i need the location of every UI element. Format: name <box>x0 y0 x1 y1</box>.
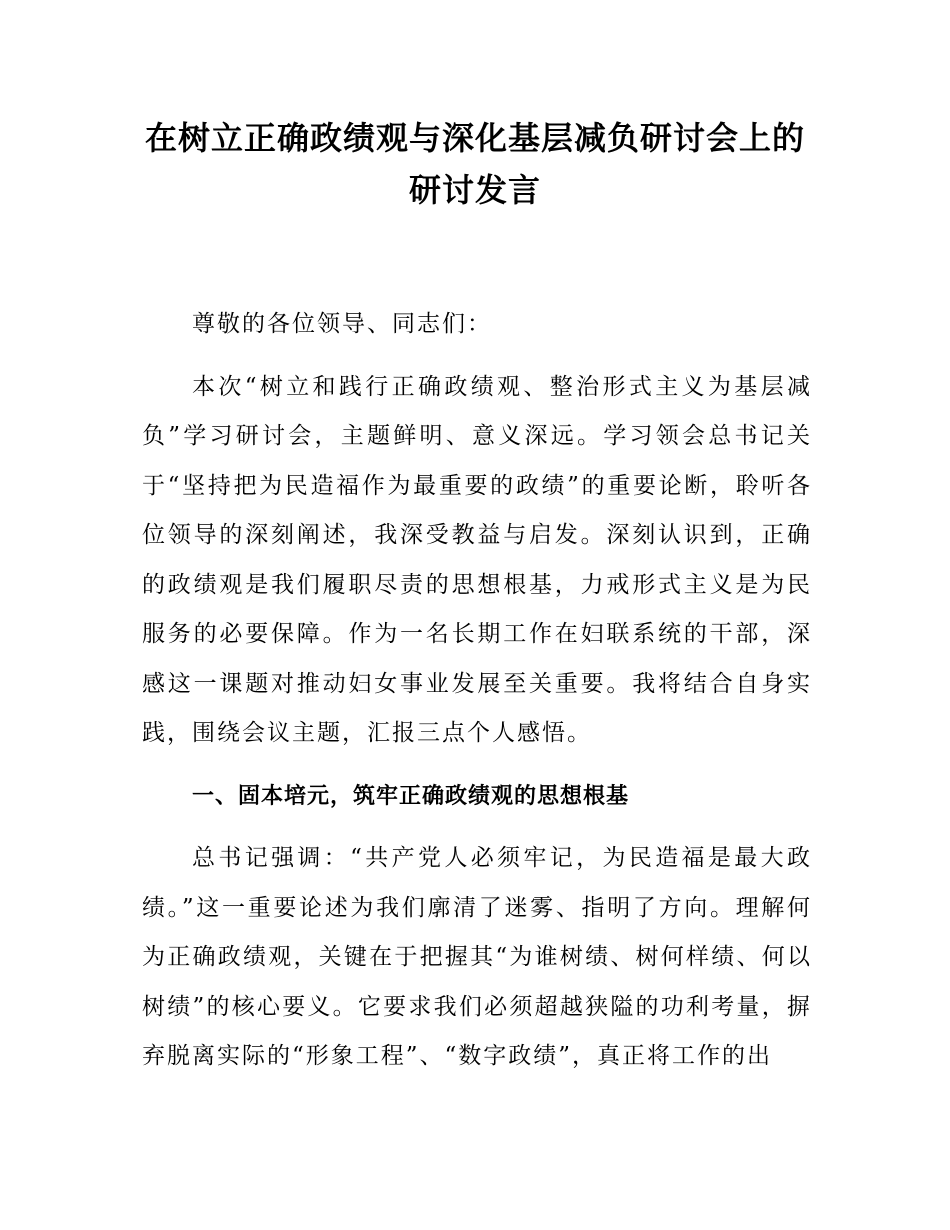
salutation: 尊敬的各位领导、同志们： <box>192 311 492 337</box>
section-heading-1: 一、固本培元，筑牢正确政绩观的思想根基 <box>192 783 630 809</box>
section-1-paragraph: 总书记强调：“共产党人必须牢记，为民造福是最大政绩。”这一重要论述为我们廓清了迷雾、指明了方向。理解何为正确政绩观，关键在于把握其“为谁树绩、树何样绩、何以树绩”的核心要义。它要求我们必须超越狭隘的功利考量，摒弃脱离实际的“形象工程”、“数字政绩”，真正将工作的出 <box>142 845 812 1069</box>
intro-paragraph: 本次“树立和践行正确政绩观、整治形式主义为基层减负”学习研讨会，主题鲜明、意义深远。学习领会总书记关于“坚持把为民造福作为最重要的政绩”的重要论断，聆听各位领导的深刻阐述，我深受教益与启发。深刻认识到，正确的政绩观是我们履职尽责的思想根基，力戒形式主义是为民服务的必要保障。作为一名长期工作在妇联系统的干部，深感这一课题对推动妇女事业发展至关重要。我将结合自身实践，围绕会议主题，汇报三点个人感悟。 <box>142 373 812 746</box>
document-title: 在树立正确政绩观与深化基层减负研讨会上的研讨发言 <box>144 119 805 209</box>
document-body <box>142 300 812 1095</box>
